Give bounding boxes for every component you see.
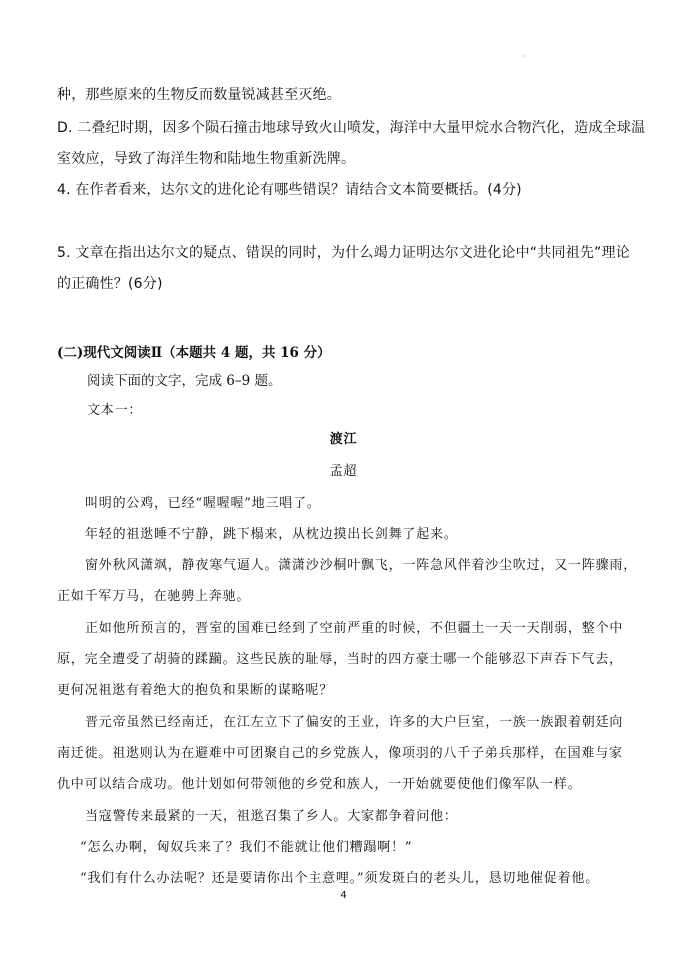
story-line: 当寇警传来最紧的一天，祖逖召集了乡人。大家都争着问他：: [85, 809, 458, 824]
question-5-line2: 的正确性？(6分): [57, 276, 163, 292]
story-line: 窗外秋风潇飒，静夜寒气逼人。潇潇沙沙桐叶飘飞，一阵急风伴着沙尘吹过，又一阵骤雨，: [85, 558, 638, 573]
story-title: 渡江: [329, 432, 358, 447]
text-label: 文本一：: [87, 403, 143, 418]
story-line: 正如他所预言的，晋室的国难已经到了空前严重的时候，不但疆土一天一天削弱，整个中: [85, 621, 624, 636]
story-line: 正如千军万马，在驰骋上奔驰。: [57, 589, 251, 604]
story-line: 更何况祖逖有着绝大的抱负和果断的谋略呢？: [57, 683, 334, 698]
question-4: 4. 在作者看来，达尔文的进化论有哪些错误？请结合文本简要概括。(4分): [57, 182, 522, 198]
section-instruction: 阅读下面的文字，完成 6–9 题。: [87, 373, 282, 389]
option-d-line2: 室效应，导致了海洋生物和陆地生物重新洗牌。: [57, 151, 356, 167]
story-line: “怎么办啊，匈奴兵来了？我们不能就让他们糟蹋啊！”: [80, 840, 413, 855]
story-line: 年轻的祖逖睡不宁静，跳下榻来，从枕边摸出长剑舞了起来。: [85, 527, 458, 542]
page-number: 4: [340, 890, 347, 901]
option-d-line1: D. 二叠纪时期，因多个陨石撞击地球导致火山喷发，海洋中大量甲烷水合物汽化，造成全球温: [57, 120, 646, 136]
story-author: 孟超: [329, 464, 358, 479]
option-c-tail: 种，那些原来的生物反而数量锐减甚至灭绝。: [57, 87, 341, 103]
story-line: 叫明的公鸡，已经“喔喔喔”地三唱了。: [85, 496, 321, 511]
section-heading: (二)现代文阅读Ⅱ（本题共 4 题，共 16 分）: [57, 345, 331, 361]
story-line: 仇中可以结合成功。他计划如何带领他的乡党和族人，一开始就要使他们像军队一样。: [57, 777, 582, 792]
story-line: 原，完全遭受了胡骑的蹂躏。这些民族的耻辱，当时的四方豪士哪一个能够忍下声吞下气去，: [57, 652, 623, 667]
story-line: “我们有什么办法呢？还是要请你出个主意哩。”须发斑白的老头儿，恳切地催促着他。: [80, 871, 599, 886]
question-5-line1: 5. 文章在指出达尔文的疑点、错误的同时，为什么竭力证明达尔文进化论中“共同祖先”理论: [57, 245, 630, 261]
story-line: 南迁徙。祖逖则认为在避难中可团聚自己的乡党族人，像项羽的八千子弟兵那样，在国难与家: [57, 746, 623, 761]
story-line: 晋元帝虽然已经南迁，在江左立下了偏安的王业，许多的大户巨室，一族一族跟着朝廷向: [85, 715, 624, 730]
corner-mark: ˜: [523, 55, 527, 63]
